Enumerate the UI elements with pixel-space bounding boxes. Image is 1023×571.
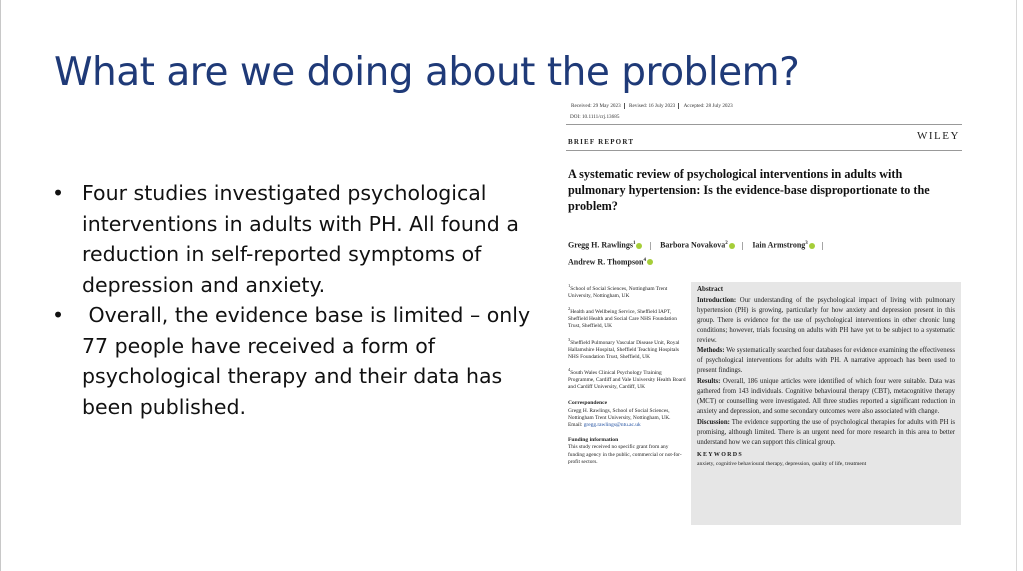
affiliation-sup: 2: [568, 306, 571, 312]
bullet-dot: •: [52, 303, 65, 327]
bullet-dot: •: [52, 181, 65, 205]
abstract-box: [691, 282, 961, 525]
abstract-label: Results:: [697, 378, 721, 386]
author-sup: 2: [725, 241, 728, 246]
revised-date: Revised: 16 July 2023: [626, 103, 679, 109]
abstract-label: Introduction:: [697, 296, 737, 304]
orcid-icon[interactable]: [647, 259, 653, 265]
abstract-paragraph: [697, 418, 955, 448]
keywords-heading: KEYWORDS: [697, 451, 744, 458]
abstract-paragraph: [697, 377, 955, 417]
affiliation-sup: 1: [568, 283, 571, 288]
abstract-heading: Abstract: [697, 285, 724, 293]
author-separator: |: [649, 240, 652, 250]
affiliation-sup: 3: [568, 336, 571, 342]
accepted-date: Accepted: 28 July 2023: [683, 103, 733, 109]
section-label: BRIEF REPORT: [568, 138, 635, 146]
author-separator: |: [821, 240, 824, 250]
author-sup: 3: [805, 241, 808, 246]
abstract-text: Our understanding of the psychological impact of living with pulmonary hypertension (PH) is growing, particularly for how anxiety and depression present in this group. There is evidence for the use of psychological interventions in other chronic lung conditions; however, trials focusing on adults with PH have yet to be subject to a systematic review.: [697, 296, 955, 344]
author-name: Iain Armstrong: [752, 240, 806, 250]
affiliation-sup: 4: [568, 367, 571, 373]
correspondence-text: Gregg H. Rawlings, School of Social Sciences, Nottingham Trent University, Nottingham, UK.: [568, 407, 671, 421]
bullet-text: Overall, the evidence base is limited – only 77 people have received a form of psychological therapy and their data has been published.: [82, 303, 537, 419]
abstract-paragraph: [697, 296, 955, 346]
divider: [566, 150, 962, 151]
affiliation-text: Sheffield Pulmonary Vascular Disease Unit, Royal Hallamshire Hospital, Sheffield Teaching Hospitals NHS Foundation Trust, Sheffield, UK: [568, 339, 680, 360]
affiliation-text: Health and Wellbeing Service, Sheffield IAPT, Sheffield Health and Social Care NHS Foundation Trust, Sheffield, UK: [568, 309, 677, 330]
abstract-text: The evidence supporting the use of psychological therapies for adults with PH is promising, although limited. There is an urgent need for more research in this area to better understand how we can support this clinical group.: [697, 418, 955, 446]
email-line: [568, 422, 686, 429]
abstract-paragraph: [697, 346, 955, 376]
abstract-text: Overall, 186 unique articles were identified of which four were suitable. Data was gathered from 143 individuals. Cognitive behavioural therapy (CBT), metacognitive therapy (MCT) or counselling were investigated. All three studies reported a significant reduction in anxiety and depression, and some secondary outcomes were also associated with change.: [697, 378, 955, 415]
paper-dates: [568, 103, 736, 109]
author-name: Andrew R. Thompson: [568, 257, 644, 267]
paper-doi: DOI: 10.1111/crj.13685: [570, 114, 620, 120]
email-label: Email:: [568, 422, 583, 429]
author-sup: 4: [643, 257, 647, 263]
slide-right-edge: [1016, 0, 1017, 571]
affiliation: [568, 305, 686, 330]
funding-heading: Funding information: [568, 437, 619, 444]
keywords-text: anxiety, cognitive behavioural therapy, depression, quality of life, treatment: [697, 461, 867, 468]
paper-image: [560, 100, 964, 528]
affiliation-text: South Wales Clinical Psychology Training Programme, Cardiff and Vale University Health Board and Cardiff University, Cardiff, UK: [568, 369, 686, 391]
author-sup: 1: [632, 241, 636, 246]
funding-text: This study received no specific grant from any funding agency in the public, commercial or not-for-profit sectors.: [568, 444, 682, 465]
affiliation-text: School of Social Sciences, Nottingham Trent University, Nottingham, UK: [568, 285, 668, 299]
affiliation: [568, 282, 686, 300]
email-link[interactable]: gregg.rawlings@ntu.ac.uk: [583, 422, 641, 429]
correspondence-heading: Correspondence: [568, 400, 608, 407]
abstract-label: Methods:: [697, 347, 725, 355]
divider: [566, 124, 962, 125]
affiliations-column: [568, 282, 686, 471]
publisher-logo: WILEY: [917, 130, 960, 142]
paper-title: A systematic review of psychological interventions in adults with pulmonary hypertension: Is the evidence-base disproportionate to the problem?: [568, 167, 930, 213]
affiliation: [568, 336, 686, 361]
abstract-label: Discussion:: [697, 418, 730, 426]
author-separator: |: [741, 240, 744, 250]
bullet-text: Four studies investigated psychological interventions in adults with PH. All found a reduction in self-reported symptoms of depression and anxiety.: [82, 181, 519, 297]
bullet-list: [52, 178, 542, 422]
bullet-item: [52, 300, 542, 422]
slide-title: What are we doing about the problem?: [54, 50, 800, 95]
slide-left-edge: [0, 0, 1, 571]
abstract-text: We systematically searched four databases for evidence examining the effectiveness of psychological interventions for adults with PH. A narrative approach has been used to present findings.: [697, 347, 955, 375]
bullet-item: [52, 178, 542, 300]
author-name: Barbora Novakova: [660, 240, 726, 250]
affiliation: [568, 366, 686, 391]
author-list: [568, 236, 960, 269]
received-date: Received: 29 May 2023: [568, 103, 625, 109]
author-name: Gregg H. Rawlings: [568, 240, 633, 250]
